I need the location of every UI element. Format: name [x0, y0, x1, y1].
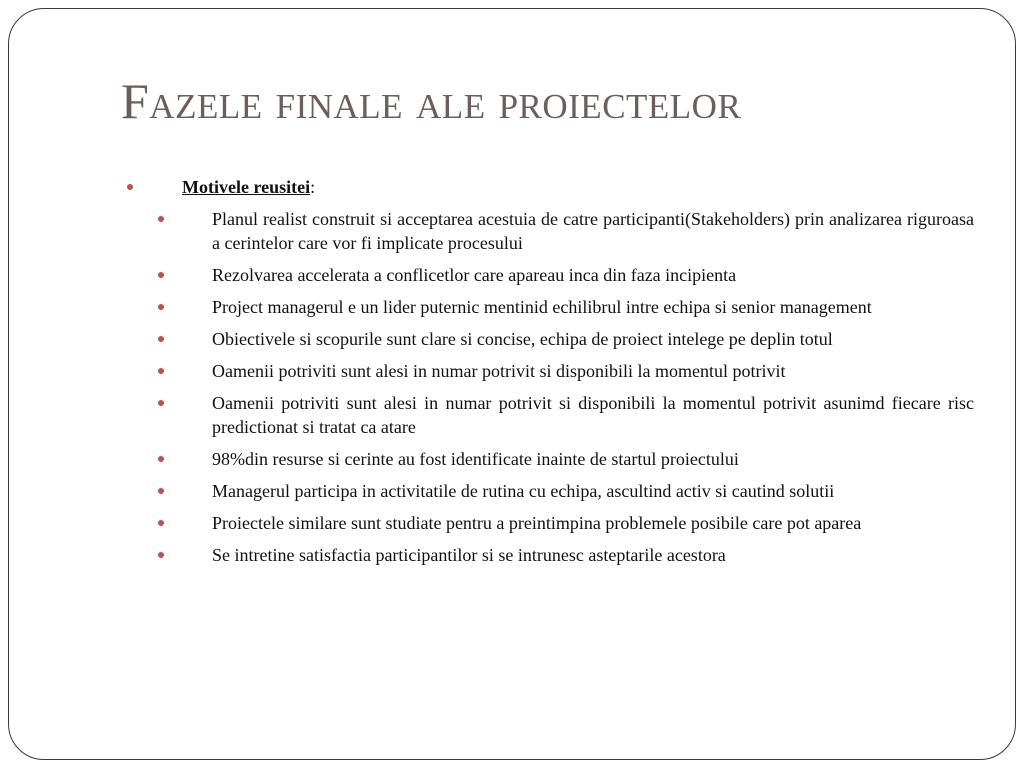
- list-item: [121, 359, 974, 383]
- bullet-icon: [127, 184, 133, 190]
- list-item-text: Obiectivele si scopurile sunt clare si concise, echipa de proiect intelege pe deplin totul: [212, 329, 833, 349]
- list-item-text: Proiectele similare sunt studiate pentru a preintimpina problemele posibile care pot aparea: [212, 513, 862, 533]
- slide-title: Fazele finale ale proiectelor: [121, 73, 742, 129]
- list-item-text: Se intretine satisfactia participantilor si se intrunesc asteptarile acestora: [212, 545, 726, 565]
- section-heading: [121, 175, 974, 199]
- list-item: [121, 207, 974, 255]
- slide-content: [121, 175, 974, 575]
- list-item-text: Oamenii potriviti sunt alesi in numar potrivit si disponibili la momentul potrivit asunimd fiecare risc predictionat si tratat ca atare: [212, 393, 974, 437]
- list-item: [121, 263, 974, 287]
- bullet-icon: [158, 272, 164, 278]
- list-item-text: 98%din resurse si cerinte au fost identificate inainte de startul proiectului: [212, 449, 739, 469]
- section-label: Motivele reusitei: [182, 177, 311, 197]
- list-item: [121, 479, 974, 503]
- bullet-icon: [158, 488, 164, 494]
- bullet-icon: [158, 336, 164, 342]
- bullet-icon: [158, 368, 164, 374]
- list-item: [121, 543, 974, 567]
- list-item: [121, 511, 974, 535]
- slide-frame: [8, 8, 1016, 760]
- list-item-text: Planul realist construit si acceptarea acestuia de catre participanti(Stakeholders) prin analizarea riguroasa a cerintelor care vor fi implicate procesului: [212, 209, 974, 253]
- bullet-icon: [158, 304, 164, 310]
- bullet-icon: [158, 456, 164, 462]
- list-item-text: Oamenii potriviti sunt alesi in numar potrivit si disponibili la momentul potrivit: [212, 361, 786, 381]
- bullet-icon: [158, 520, 164, 526]
- list-item: [121, 391, 974, 439]
- list-item: [121, 327, 974, 351]
- bullet-icon: [158, 216, 164, 222]
- list-item: [121, 295, 974, 319]
- bullet-icon: [158, 552, 164, 558]
- list-item-text: Project managerul e un lider puternic mentinid echilibrul intre echipa si senior management: [212, 297, 872, 317]
- list-item-text: Managerul participa in activitatile de rutina cu echipa, ascultind activ si cautind solutii: [212, 481, 835, 501]
- bullet-icon: [158, 400, 164, 406]
- list-item-text: Rezolvarea accelerata a conflicetlor care apareau inca din faza incipienta: [212, 265, 737, 285]
- section-suffix: :: [310, 177, 316, 197]
- list-item: [121, 447, 974, 471]
